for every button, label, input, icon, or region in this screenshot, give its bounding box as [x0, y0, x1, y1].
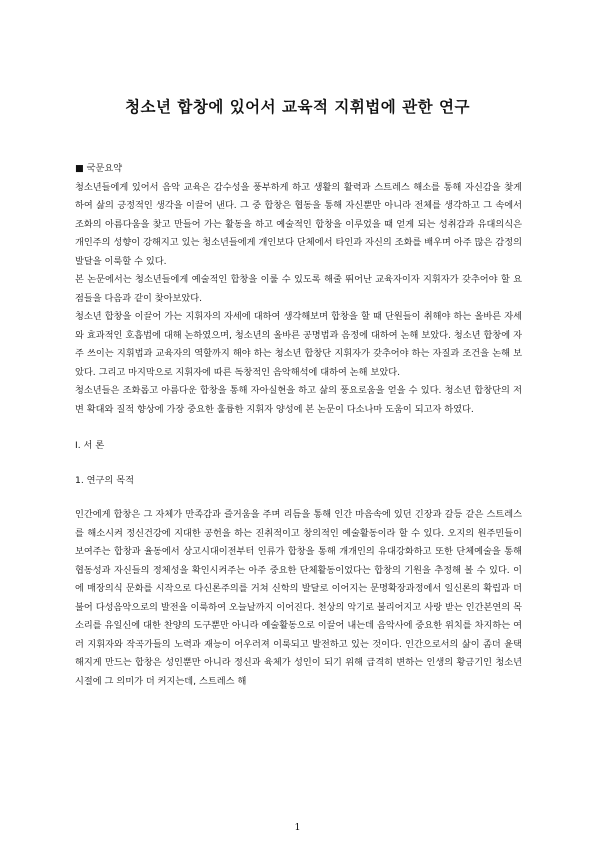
abstract-paragraph-1: 청소년들에게 있어서 음악 교육은 감수성을 풍부하게 하고 생활의 활력과 스트레스 해소를 통해 자신감을 찾게 하여 삶의 긍정적인 생각을 이끌어 낸다. 그 중 합창은 협동을 통해 자신뿐만 아니라 전체를 생각하고 그 속에서 조화의 아름다움을 찾고 만들어 가는 활동을 하고 예술적인 합창을 이루었을 때 얻게 되는 성취감과 유대의식은 개인주의 성향이 강해지고 있는 청소년들에게 개인보다 단체에서 타인과 자신의 조화를 배우며 아주 많은 감정의 발달을 이룩할 수 있다. [75, 181, 522, 267]
abstract-paragraph-3: 청소년 합창을 이끌어 가는 지휘자의 자세에 대하여 생각해보며 합창을 할 때 단원들이 취해야 하는 올바른 자세와 효과적인 호흡법에 대해 논하였으며, 청소년의 올바른 공명법과 음정에 대하여 논해 보았다. 청소년 합창에 자주 쓰이는 지휘법과 교육자의 역할까지 해야 하는 청소년 합창단 지휘자가 갖추어야 하는 자질과 조건을 논해 보았다. 그리고 마지막으로 지휘자에 따른 독창적인 음악해석에 대하여 논해 보았다. [75, 311, 522, 378]
abstract-paragraph-4: 청소년들은 조화롭고 아름다운 합창을 통해 자아실현을 하고 삶의 풍요로움을 얻을 수 있다. 청소년 합창단의 저변 확대와 질적 향상에 가장 중요한 훌륭한 지휘자 양성에 본 논문이 다소나마 도움이 되고자 하였다. [75, 385, 522, 415]
abstract-heading: ■ 국문요약 [75, 163, 123, 174]
section-heading-introduction: Ⅰ. 서 론 [75, 440, 105, 451]
paper-title: 청소년 합창에 있어서 교육적 지휘법에 관한 연구 [125, 97, 470, 116]
intro-paragraph: 인간에게 합창은 그 자체가 만족감과 즐거움을 주며 리듬을 통해 인간 마음속에 있던 긴장과 갈등 같은 스트레스를 해소시켜 정신건강에 지대한 공헌을 하는 진취적이고 창의적인 예술활동이라 할 수 있다. 오지의 원주민들이 보여주는 합창과 율동에서 상고시대이전부터 인류가 합창을 통해 개개인의 유대강화하고 또한 단체예술을 통해 협동성과 자신들의 정체성을 확인시켜주는 아주 중요한 단체활동이었다는 합창의 기원을 추정해 볼 수 있다. 이에 매장의식 문화를 시작으로 다신론주의를 거쳐 신학의 발달로 이어지는 문명확장과정에서 일신론의 확립과 더불어 다성음악으로의 발전을 이룩하여 오늘날까지 이어진다. 천상의 악기로 불리어지고 사랑 받는 인간본연의 목소리를 유일신에 대한 찬양의 도구뿐만 아니라 예술활동으로 이끌어 내는데 음악사에 중요한 위치를 차지하는 여러 지휘자와 작곡가들의 노력과 재능이 어우러져 이룩되고 발전하고 있는 것이다. 인간으로서의 삶이 좀더 윤택해지게 만드는 합창은 성인뿐만 아니라 정신과 육체가 성인이 되기 위해 급격히 변하는 인생의 황금기인 청소년 시절에 그 의미가 더 커지는데, 스트레스 해 [75, 509, 522, 687]
subsection-heading-purpose: 1. 연구의 목적 [75, 474, 134, 486]
page-number: 1 [294, 822, 301, 833]
abstract-paragraph-2: 본 논문에서는 청소년들에게 예술적인 합창을 이룰 수 있도록 해줄 뛰어난 교육자이자 지휘자가 갖추어야 할 요점들을 다음과 같이 찾아보았다. [75, 274, 522, 304]
paper-body [75, 160, 522, 691]
